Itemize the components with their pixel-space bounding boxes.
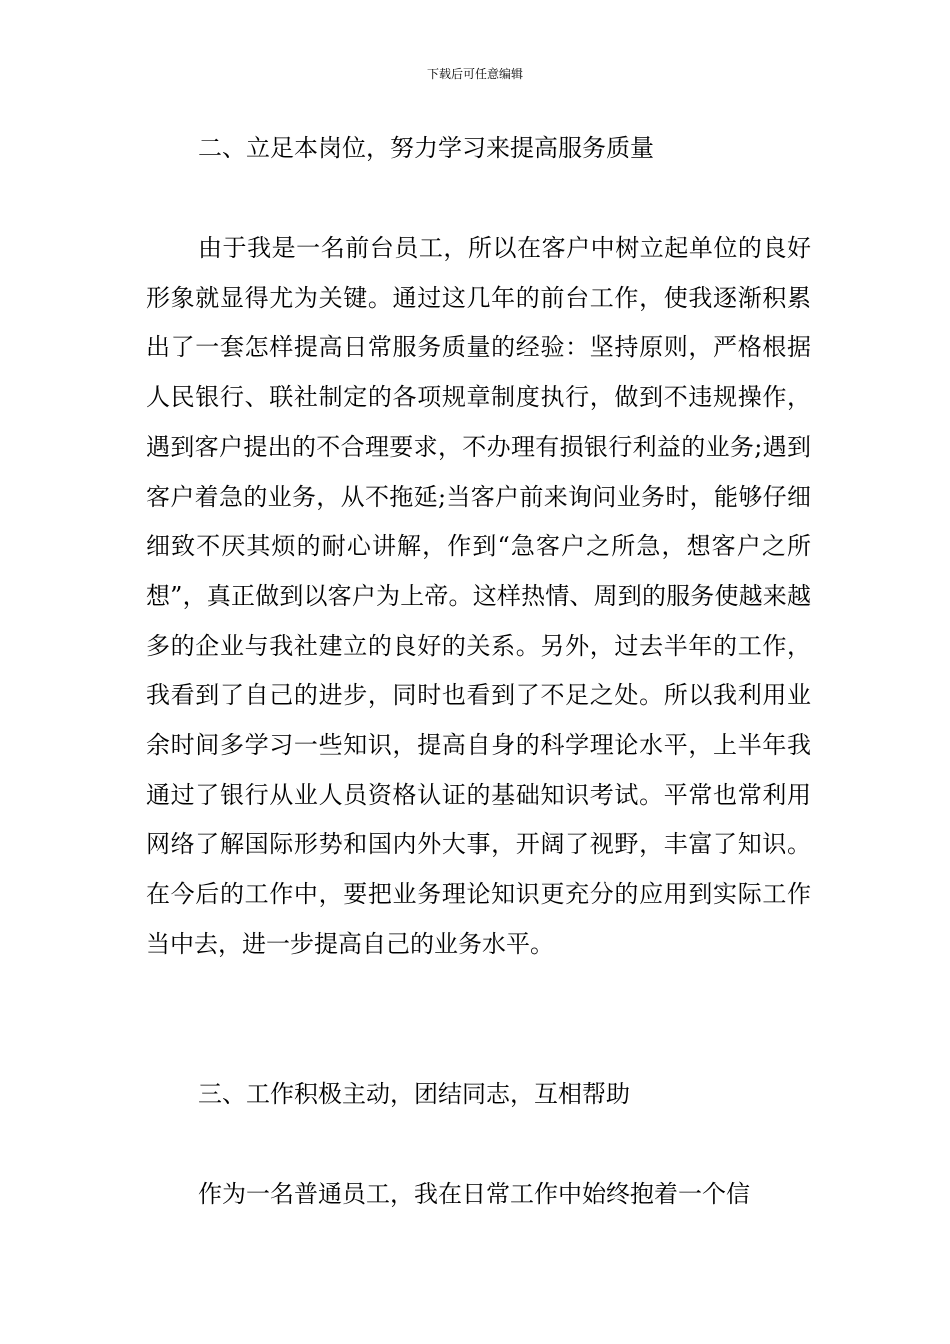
- section-paragraph-2: 由于我是一名前台员工，所以在客户中树立起单位的良好形象就显得尤为关键。通过这几年的前台工作，使我逐渐积累出了一套怎样提高日常服务质量的经验：坚持原则，严格根据人民银行、联社制定的各项规章制度执行，做到不违规操作，遇到客户提出的不合理要求，不办理有损银行利益的业务;遇到客户着急的业务，从不拖延;当客户前来询问业务时，能够仔细细致不厌其烦的耐心讲解，作到“急客户之所急，想客户之所想”，真正做到以客户为上帝。这样热情、周到的服务使越来越多的企业与我社建立的良好的关系。另外，过去半年的工作，我看到了自己的进步，同时也看到了不足之处。所以我利用业余时间多学习一些知识，提高自身的科学理论水平，上半年我通过了银行从业人员资格认证的基础知识考试。平常也常利用网络了解国际形势和国内外大事，开阔了视野，丰富了知识。在今后的工作中，要把业务理论知识更充分的应用到实际工作当中去，进一步提高自己的业务水平。: [146, 234, 811, 958]
- section-heading-3: 三、工作积极主动，团结同志，互相帮助: [198, 1080, 630, 1108]
- section-paragraph-3: 作为一名普通员工，我在日常工作中始终抱着一个信: [198, 1180, 750, 1208]
- section-heading-2: 二、立足本岗位，努力学习来提高服务质量: [198, 134, 654, 162]
- header-note: 下载后可任意编辑: [426, 67, 523, 81]
